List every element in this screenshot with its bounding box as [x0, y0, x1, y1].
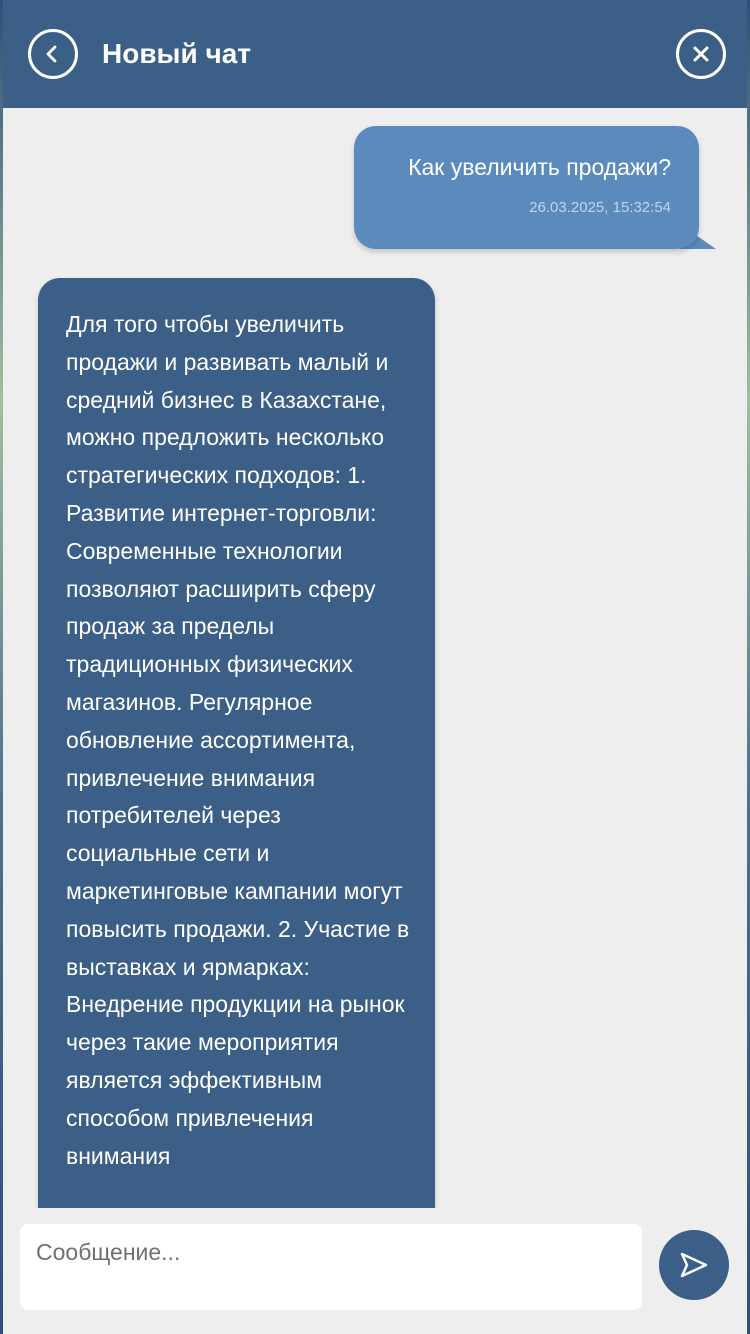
chevron-left-icon	[42, 43, 64, 65]
back-button[interactable]	[28, 29, 78, 79]
user-message-bubble	[354, 126, 699, 249]
bot-message-bubble	[38, 278, 435, 1208]
chat-header	[0, 0, 750, 108]
send-button[interactable]	[659, 1230, 729, 1300]
user-message-text: Как увеличить продажи?	[408, 154, 671, 180]
close-button[interactable]	[676, 29, 726, 79]
message-list[interactable]	[0, 108, 750, 1208]
close-icon	[690, 43, 712, 65]
message-input[interactable]	[20, 1224, 642, 1310]
page-title: Новый чат	[102, 38, 251, 69]
message-timestamp: 26.03.2025, 15:32:54	[529, 199, 671, 216]
bot-message-text: Для того чтобы увеличить продажи и развивать малый и средний бизнес в Казахстане, можно предложить несколько стратегических подходов: 1. Развитие интернет-торговли: Современные технологии позволяют расширить сферу продаж за пределы традиционных физических магазинов. Регулярное обновление ассортимента, привлечение внимания потребителей через социальные сети и маркетинговые кампании могут повысить продажи. 2. Участие в выставках и ярмарках: Внедрение продукции на рынок через такие мероприятия является эффективным способом привлечения внимания	[66, 311, 410, 1169]
message-composer	[0, 1208, 750, 1334]
screen-edge-left	[0, 0, 3, 1334]
send-icon	[677, 1248, 711, 1282]
